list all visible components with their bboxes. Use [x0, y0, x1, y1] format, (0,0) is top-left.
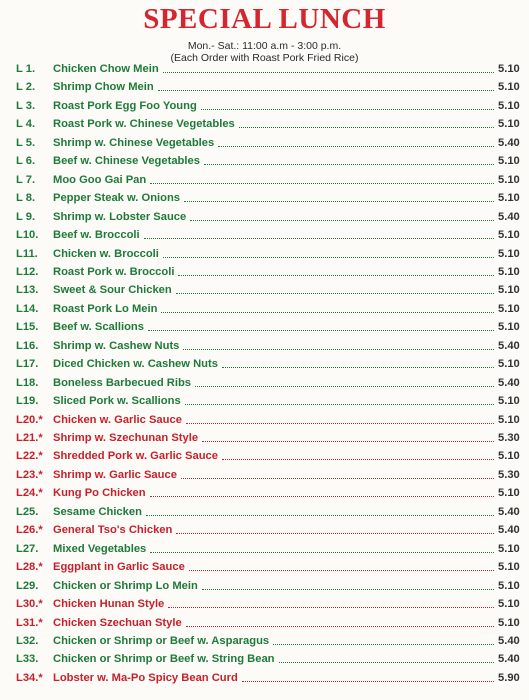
menu-item-row: [0, 263, 529, 282]
menu-item-row: [0, 78, 529, 97]
item-price: 5.40: [498, 653, 520, 666]
menu-item-row: [0, 466, 529, 485]
item-price: 5.10: [498, 302, 520, 315]
item-name: Chicken Szechuan Style: [53, 616, 182, 629]
menu-item-row: [0, 503, 529, 522]
item-code: L14.: [16, 302, 39, 315]
item-code: L 8.: [16, 192, 36, 205]
dot-leader: [222, 367, 494, 368]
order-note: (Each Order with Roast Pork Fried Rice): [170, 52, 359, 64]
dot-leader: [204, 164, 494, 165]
item-price: 5.10: [498, 99, 520, 112]
item-price: 5.10: [498, 63, 520, 75]
dot-leader: [168, 607, 494, 608]
menu-item-row: [0, 134, 529, 153]
item-price: 5.40: [498, 136, 520, 149]
item-code: L16.: [16, 339, 39, 352]
item-code: L24.*: [16, 487, 43, 500]
dot-leader: [195, 386, 494, 387]
dot-leader: [146, 515, 494, 516]
item-code: L29.: [16, 579, 39, 592]
menu-item-row: [0, 318, 529, 337]
item-code: L22.*: [16, 450, 43, 463]
item-price: 5.10: [498, 265, 520, 278]
item-code: L 1.: [16, 63, 36, 75]
item-price: 5.10: [498, 542, 520, 555]
dot-leader: [218, 146, 494, 147]
menu-item-row: [0, 245, 529, 264]
item-name: Shrimp Chow Mein: [53, 81, 154, 94]
item-price: 5.40: [498, 210, 520, 223]
menu-item-row: [0, 300, 529, 319]
item-name: Roast Pork Egg Foo Young: [53, 99, 197, 112]
item-price: 5.40: [498, 505, 520, 518]
item-price: 5.40: [498, 634, 520, 647]
dot-leader: [161, 312, 494, 313]
item-price: 5.10: [498, 616, 520, 629]
item-name: Chicken w. Broccoli: [53, 247, 159, 260]
item-name: Roast Pork w. Broccoli: [53, 265, 175, 278]
item-name: Roast Pork w. Chinese Vegetables: [53, 118, 235, 131]
dot-leader: [190, 220, 494, 221]
menu-item-row: [0, 558, 529, 577]
menu-item-row: [0, 355, 529, 374]
item-price: 5.10: [498, 321, 520, 334]
item-name: Sweet & Sour Chicken: [53, 284, 172, 297]
item-price: 5.10: [498, 579, 520, 592]
menu-item-row: [0, 115, 529, 134]
item-name: Beef w. Chinese Vegetables: [53, 155, 200, 168]
lunch-hours: Mon.- Sat.: 11:00 a.m - 3:00 p.m.: [187, 40, 342, 52]
item-price: 5.10: [498, 395, 520, 408]
item-name: Beef w. Scallions: [53, 321, 144, 334]
menu-item-row: [0, 374, 529, 393]
item-price: 5.10: [498, 487, 520, 500]
item-name: Lobster w. Ma-Po Spicy Bean Curd: [53, 671, 238, 684]
item-price: 5.30: [498, 468, 520, 481]
item-code: L 9.: [16, 210, 36, 223]
dot-leader: [185, 404, 494, 405]
dot-leader: [202, 589, 494, 590]
item-code: L21.*: [16, 432, 43, 444]
dot-leader: [273, 644, 494, 645]
dot-leader: [144, 238, 494, 239]
dot-leader: [163, 72, 494, 73]
menu-item-row: [0, 392, 529, 411]
page-title: SPECIAL LUNCH: [143, 3, 386, 35]
item-price: 5.10: [498, 118, 520, 131]
item-name: Kung Po Chicken: [53, 487, 146, 500]
item-price: 5.10: [498, 81, 520, 94]
dot-leader: [163, 257, 494, 258]
dot-leader: [242, 681, 494, 682]
menu-item-row: [0, 226, 529, 245]
item-code: L 4.: [16, 118, 36, 131]
dot-leader: [181, 478, 494, 479]
dot-leader: [186, 423, 494, 424]
item-price: 5.10: [498, 173, 520, 186]
menu-item-row: [0, 447, 529, 466]
item-code: L 3.: [16, 99, 36, 112]
item-code: L31.*: [16, 616, 43, 629]
item-name: Chicken or Shrimp or Beef w. String Bean: [53, 653, 275, 666]
item-code: L27.: [16, 542, 39, 555]
item-price: 5.10: [498, 598, 520, 611]
menu-item-row: [0, 411, 529, 430]
item-code: L25.: [16, 505, 39, 518]
dot-leader: [202, 441, 494, 442]
item-name: Shrimp w. Szechunan Style: [53, 432, 199, 444]
item-price: 5.40: [498, 524, 520, 537]
menu-item-row: [0, 60, 529, 79]
menu-item-row: [0, 540, 529, 559]
item-code: L11.: [16, 247, 38, 260]
item-name: Beef w. Broccoli: [53, 229, 140, 242]
item-name: Diced Chicken w. Cashew Nuts: [53, 358, 218, 371]
item-code: L26.*: [16, 524, 43, 537]
dot-leader: [186, 626, 494, 627]
item-price: 5.10: [498, 192, 520, 205]
dot-leader: [158, 90, 494, 91]
dot-leader: [150, 496, 494, 497]
item-name: Chicken or Shrimp or Beef w. Asparagus: [53, 634, 270, 647]
item-code: L10.: [16, 229, 39, 242]
item-price: 5.10: [498, 450, 520, 463]
menu-item-row: [0, 281, 529, 300]
menu-item-row: [0, 614, 529, 633]
dot-leader: [150, 552, 494, 553]
menu-item-row: [0, 171, 529, 190]
menu-item-row: [0, 208, 529, 227]
menu-item-row: [0, 521, 529, 540]
menu-item-row: [0, 484, 529, 503]
dot-leader: [184, 201, 494, 202]
dot-leader: [183, 349, 494, 350]
item-price: 5.10: [498, 358, 520, 371]
item-code: L15.: [16, 321, 39, 334]
item-price: 5.90: [498, 671, 520, 684]
item-name: Boneless Barbecued Ribs: [53, 376, 192, 389]
item-name: Mixed Vegetables: [53, 542, 147, 555]
menu-item-row: [0, 632, 529, 651]
dot-leader: [148, 330, 494, 331]
item-name: Sliced Pork w. Scallions: [53, 395, 181, 408]
item-code: L20.*: [16, 413, 43, 426]
item-code: L 7.: [16, 173, 36, 186]
dot-leader: [222, 459, 494, 460]
item-name: Moo Goo Gai Pan: [53, 173, 147, 186]
menu-item-row: [0, 577, 529, 596]
item-code: L19.: [16, 395, 39, 408]
menu-item-row: [0, 189, 529, 208]
item-name: Shrimp w. Cashew Nuts: [53, 339, 180, 352]
item-code: L33.: [16, 653, 39, 666]
item-price: 5.40: [498, 376, 520, 389]
item-name: Chicken w. Garlic Sauce: [53, 413, 182, 426]
item-code: L34.*: [16, 671, 43, 684]
menu-item-row: [0, 429, 529, 448]
item-price: 5.30: [498, 432, 520, 444]
item-name: Shrimp w. Chinese Vegetables: [53, 136, 215, 149]
item-price: 5.10: [498, 561, 520, 574]
item-name: Chicken Hunan Style: [53, 598, 165, 611]
item-code: L13.: [16, 284, 39, 297]
item-name: Eggplant in Garlic Sauce: [53, 561, 185, 574]
item-code: L12.: [16, 265, 39, 278]
menu-item-row: [0, 669, 529, 688]
menu-item-row: [0, 337, 529, 356]
item-price: 5.10: [498, 155, 520, 168]
menu-item-row: [0, 152, 529, 171]
item-code: L 5.: [16, 136, 36, 149]
dot-leader: [176, 293, 494, 294]
item-name: Shrimp w. Garlic Sauce: [53, 468, 177, 481]
item-name: Sesame Chicken: [53, 505, 142, 518]
item-name: Shrimp w. Lobster Sauce: [53, 210, 187, 223]
item-name: General Tso's Chicken: [53, 524, 173, 537]
item-code: L28.*: [16, 561, 43, 574]
item-code: L18.: [16, 376, 39, 389]
dot-leader: [279, 662, 494, 663]
menu-item-row: [0, 97, 529, 116]
dot-leader: [150, 183, 494, 184]
dot-leader: [239, 127, 494, 128]
item-name: Chicken or Shrimp Lo Mein: [53, 579, 198, 592]
item-code: L32.: [16, 634, 39, 647]
item-name: Pepper Steak w. Onions: [53, 192, 181, 205]
menu-item-row: [0, 650, 529, 669]
item-price: 5.10: [498, 413, 520, 426]
item-code: L 6.: [16, 155, 36, 168]
dot-leader: [189, 570, 494, 571]
item-price: 5.10: [498, 247, 520, 260]
dot-leader: [201, 109, 494, 110]
item-code: L17.: [16, 358, 39, 371]
menu-item-row: [0, 595, 529, 614]
item-code: L 2.: [16, 81, 36, 94]
item-price: 5.40: [498, 339, 520, 352]
item-name: Chicken Chow Mein: [53, 63, 159, 75]
item-code: L23.*: [16, 468, 43, 481]
item-code: L30.*: [16, 598, 43, 611]
item-price: 5.10: [498, 284, 520, 297]
dot-leader: [176, 533, 494, 534]
dot-leader: [178, 275, 494, 276]
item-name: Shredded Pork w. Garlic Sauce: [53, 450, 218, 463]
item-name: Roast Pork Lo Mein: [53, 302, 158, 315]
item-price: 5.10: [498, 229, 520, 242]
